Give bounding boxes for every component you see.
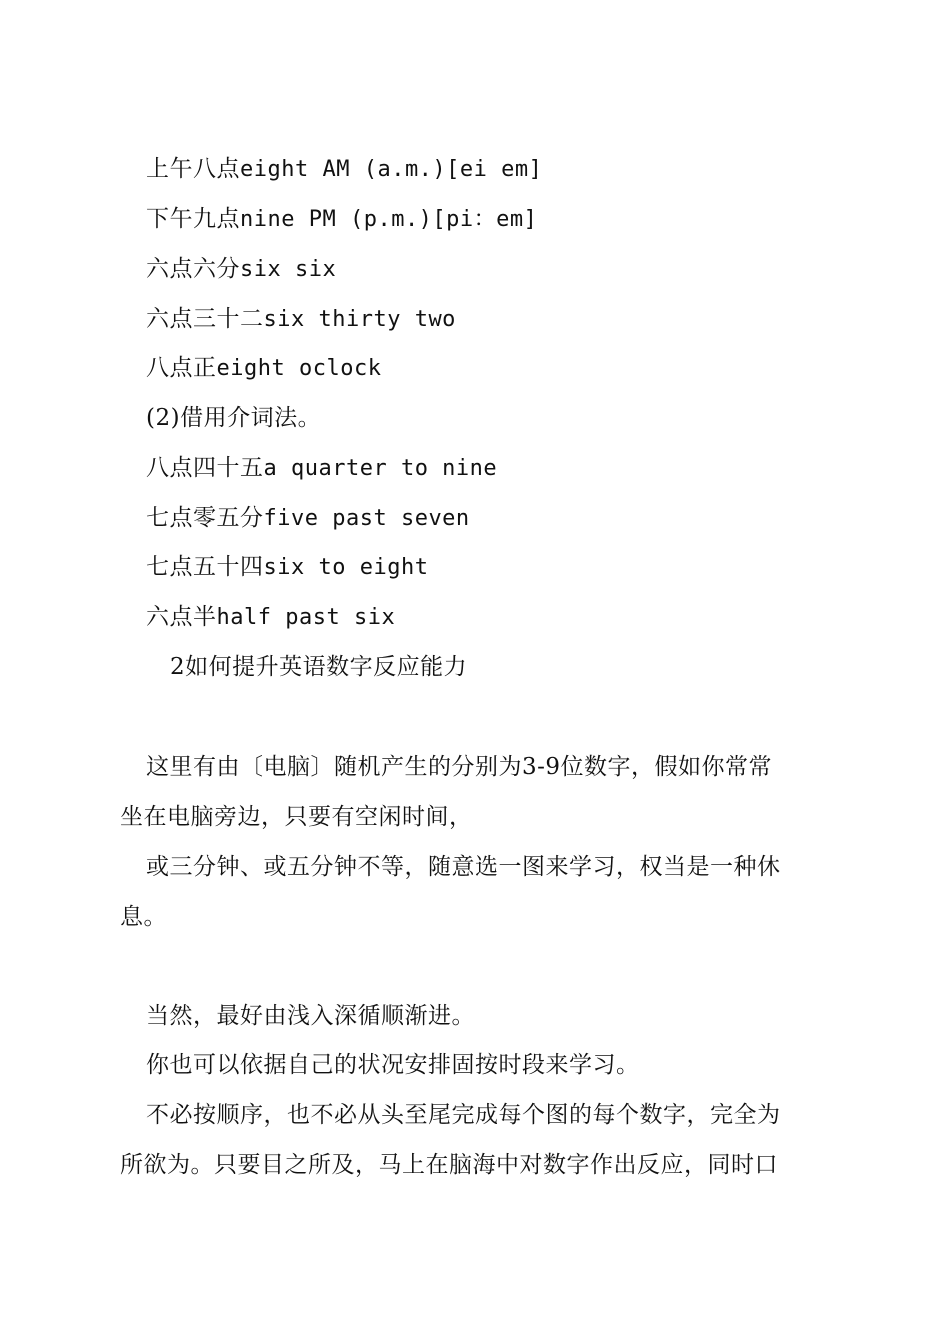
chinese-time: 七点零五分	[146, 505, 264, 531]
paragraph-line: 坐在电脑旁边，只要有空闲时间，	[120, 804, 473, 830]
paragraph-line: 所欲为。只要目之所及，马上在脑海中对数字作出反应，同时口	[120, 1152, 778, 1178]
paragraph-line: 或三分钟、或五分钟不等，随意选一图来学习，权当是一种休	[146, 854, 781, 880]
time-example-line	[146, 154, 542, 185]
english-time: a quarter to nine	[263, 456, 498, 481]
time-example-line	[146, 254, 336, 285]
english-time: half past six	[216, 605, 396, 630]
section-heading: 2如何提升英语数字反应能力	[170, 654, 468, 680]
preposition-example-line	[146, 602, 395, 633]
english-time: six six	[240, 257, 337, 282]
method-heading: (2)借用介词法。	[146, 405, 322, 431]
preposition-example-line	[146, 453, 497, 484]
chinese-time: 上午八点	[146, 156, 240, 182]
paragraph-line: 息。	[120, 904, 167, 930]
english-time: six thirty two	[263, 307, 456, 332]
chinese-time: 八点四十五	[146, 455, 264, 481]
chinese-time: 六点三十二	[146, 306, 264, 332]
english-time: nine PM (p.m.)[pi：em]	[240, 207, 538, 232]
paragraph-line: 这里有由〔电脑〕随机产生的分别为3-9位数字，假如你常常	[146, 754, 773, 780]
paragraph-line: 当然，最好由浅入深循顺渐进。	[146, 1003, 475, 1029]
time-example-line	[146, 304, 456, 335]
chinese-time: 八点正	[146, 355, 217, 381]
preposition-example-line	[146, 552, 428, 583]
chinese-time: 下午九点	[146, 206, 240, 232]
time-example-line	[146, 353, 381, 384]
paragraph-line: 不必按顺序，也不必从头至尾完成每个图的每个数字，完全为	[146, 1102, 781, 1128]
time-example-line	[146, 204, 537, 235]
english-time: eight oclock	[216, 356, 382, 381]
english-time: eight AM (a.m.)[ei em]	[240, 157, 543, 182]
english-time: five past seven	[263, 506, 470, 531]
chinese-time: 六点半	[146, 604, 217, 630]
paragraph-line: 你也可以依据自己的状况安排固按时段来学习。	[146, 1052, 640, 1078]
chinese-time: 七点五十四	[146, 554, 264, 580]
chinese-time: 六点六分	[146, 256, 240, 282]
preposition-example-line	[146, 503, 470, 534]
english-time: six to eight	[263, 555, 429, 580]
